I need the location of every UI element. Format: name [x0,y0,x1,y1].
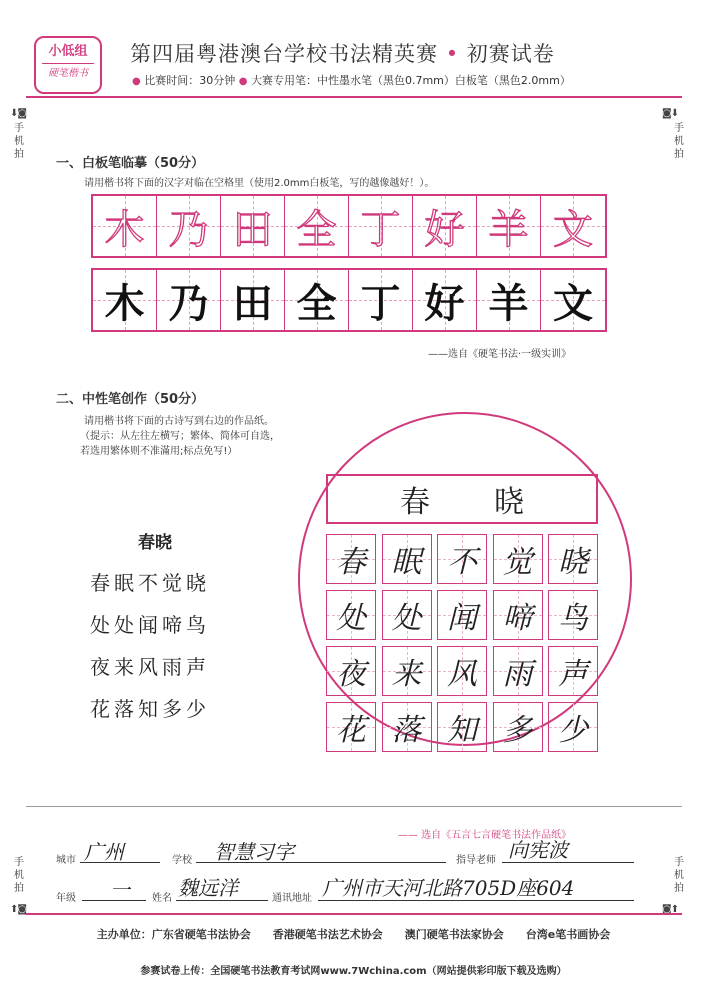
name-label: 姓名 [152,893,172,904]
section1-source: ——选自《硬笔书法·一级实训》 [428,349,572,360]
category-badge [34,36,102,94]
outline-cell: 木 [93,196,157,256]
section1-title: 一、白板笔临摹（50分） [56,156,205,171]
work-row [326,534,598,584]
city-label: 城市 [56,855,76,866]
name-value[interactable]: 魏远洋 [178,876,238,900]
exam-info [132,72,571,88]
title-main: 第四届粤港澳台学校书法精英赛 [130,42,438,66]
city-value[interactable]: 广州 [84,840,124,864]
section2-title: 二、中性笔创作（50分） [56,392,205,407]
exam-time: 比赛时间：30分钟 [144,74,236,87]
grade-label: 年级 [56,893,76,904]
section1-instruction: 请用楷书将下面的汉字对临在空格里（使用2.0mm白板笔，写的越像越好！）。 [84,178,435,189]
work-cell[interactable]: 不 [437,534,487,584]
work-cell[interactable]: 风 [437,646,487,696]
badge-divider [42,63,94,64]
written-cell[interactable]: 文 [541,270,605,330]
written-cell[interactable]: 木 [93,270,157,330]
grade-underline [82,900,146,901]
header-divider [26,96,682,98]
teacher-underline [502,862,634,863]
work-cell[interactable]: 声 [548,646,598,696]
school-label: 学校 [172,855,192,866]
address-label: 通讯地址 [272,893,312,904]
badge-top: 小低组 [48,44,88,59]
title-separator: • [445,42,460,66]
teacher-value[interactable]: 向宪波 [508,838,568,862]
camera-icon: ⬇◙ [10,108,27,119]
name-underline [176,900,268,901]
written-cell[interactable]: 羊 [477,270,541,330]
side-label-top-left: 手机拍 [14,123,24,160]
poem-line: 处处闻啼鸟 [90,613,210,637]
section2-hint-1: （提示：从左往左横写；繁体、简体可自选， [80,431,280,442]
info-divider [26,806,682,807]
work-grid [326,534,598,758]
school-underline [196,862,446,863]
upload-note: 参赛试卷上传：全国硬笔书法教育考试网www.7Wchina.com（网站提供彩印版下载及选购） [140,966,567,977]
grade-value[interactable]: 一 [110,878,130,902]
section2-source: —— 选自《五言七言硬笔书法作品纸》 [398,830,572,841]
poem-line: 春眠不觉晓 [90,571,210,595]
work-cell[interactable]: 晓 [548,534,598,584]
work-title-char: 春 [400,485,430,520]
footer-divider [26,913,682,915]
work-title-box[interactable] [326,474,598,524]
exam-pen: 大赛专用笔：中性墨水笔（黑色0.7mm）白板笔（黑色2.0mm） [250,74,571,87]
work-cell[interactable]: 眠 [382,534,432,584]
camera-icon: ◙⬆ [662,904,679,915]
outline-cell: 全 [285,196,349,256]
teacher-label: 指导老师 [456,855,496,866]
work-cell[interactable]: 处 [382,590,432,640]
work-cell[interactable]: 多 [493,702,543,752]
side-label-bottom-left: 手机拍 [14,857,24,894]
badge-bottom: 硬笔楷书 [48,68,88,79]
work-cell[interactable]: 觉 [493,534,543,584]
city-underline [80,862,160,863]
camera-icon: ◙⬇ [662,108,679,119]
work-cell[interactable]: 少 [548,702,598,752]
section2-hint-2: 若选用繁体则不准滿用;标点免写!） [80,446,238,457]
bullet-icon: ● [132,76,141,87]
outline-cell: 丁 [349,196,413,256]
poem-line: 夜来风雨声 [90,655,210,679]
work-row [326,590,598,640]
work-cell[interactable]: 知 [437,702,487,752]
work-cell[interactable]: 处 [326,590,376,640]
written-cell[interactable]: 田 [221,270,285,330]
written-cell[interactable]: 乃 [157,270,221,330]
organizers: 主办单位：广东省硬笔书法协会 香港硬笔书法艺术协会 澳门硬笔书法家协会 台湾e笔书画协会 [96,928,611,941]
side-label-bottom-right: 手机拍 [674,857,684,894]
outline-cell: 乃 [157,196,221,256]
written-cell[interactable]: 丁 [349,270,413,330]
address-underline [318,900,634,901]
title-tail: 初赛试卷 [466,42,555,66]
work-cell[interactable]: 夜 [326,646,376,696]
trace-grid-outline [91,194,607,258]
work-cell[interactable]: 春 [326,534,376,584]
address-value[interactable]: 广州市天河北路705D座604 [322,876,575,900]
page-title [130,38,555,68]
side-label-top-right: 手机拍 [674,123,684,160]
work-cell[interactable]: 落 [382,702,432,752]
bullet-icon: ● [238,76,248,87]
school-value[interactable]: 智慧习字 [214,840,294,864]
copy-grid-written [91,268,607,332]
work-cell[interactable]: 花 [326,702,376,752]
outline-cell: 文 [541,196,605,256]
work-row [326,702,598,752]
work-title-char: 晓 [494,485,524,520]
written-cell[interactable]: 全 [285,270,349,330]
work-cell[interactable]: 啼 [493,590,543,640]
work-cell[interactable]: 闻 [437,590,487,640]
work-cell[interactable]: 雨 [493,646,543,696]
written-cell[interactable]: 好 [413,270,477,330]
camera-icon: ⬆◙ [10,904,27,915]
poem-title: 春晓 [138,533,172,553]
work-row [326,646,598,696]
work-cell[interactable]: 来 [382,646,432,696]
work-cell[interactable]: 鸟 [548,590,598,640]
section2-instruction: 请用楷书将下面的古诗写到右边的作品纸。 [84,416,274,427]
poem-line: 花落知多少 [90,697,210,721]
outline-cell: 田 [221,196,285,256]
outline-cell: 羊 [477,196,541,256]
outline-cell: 好 [413,196,477,256]
